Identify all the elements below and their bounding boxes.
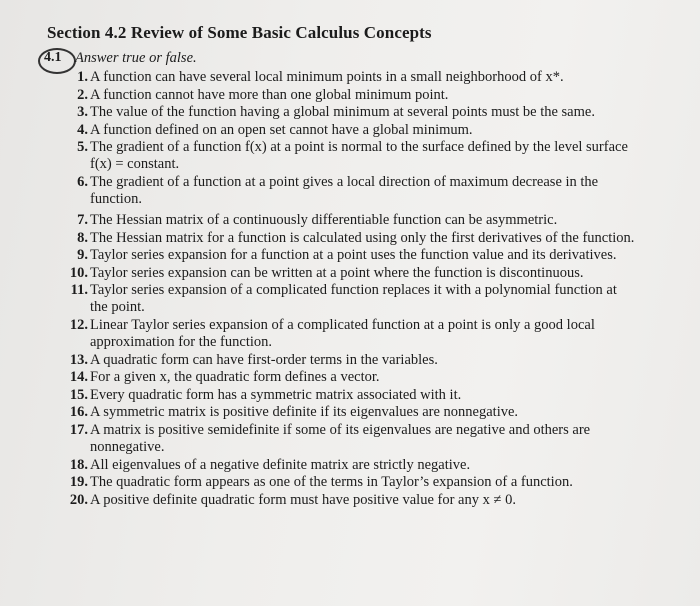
question-item (0, 352, 700, 369)
question-number: 13. (69, 351, 88, 368)
question-text: Linear Taylor series expansion of a complicated function at a point is only a good local approximation for the function. (90, 316, 595, 350)
question-text: A function can have several local minimum points in a small neighborhood of x*. (90, 69, 564, 85)
question-number: 10. (69, 264, 88, 281)
question-number: 8. (77, 229, 88, 246)
question-text: A quadratic form can have first-order terms in the variables. (90, 351, 438, 368)
question-number: 16. (69, 404, 88, 421)
question-item (0, 369, 700, 386)
question-item (0, 139, 700, 173)
question-item (0, 404, 700, 421)
question-text: The quadratic form appears as one of the terms in Taylor’s expansion of a function. (90, 474, 573, 491)
question-number: 11. (70, 282, 88, 299)
question-text: The gradient of a function f(x) at a point is normal to the surface defined by the level surface f(x) = constant. (90, 139, 628, 173)
question-text: The value of the function having a global minimum at several points must be the same. (90, 104, 595, 121)
question-number: 9. (77, 247, 88, 264)
question-text: The Hessian matrix of a continuously differentiable function can be asymmetric. (90, 211, 558, 228)
question-item (0, 87, 700, 104)
question-text: Taylor series expansion can be written at a point where the function is discontinuous. (90, 264, 584, 281)
question-item (0, 174, 700, 208)
section-title: Section 4.2 Review of Some Basic Calculus Concepts (47, 23, 432, 42)
question-text: All eigenvalues of a negative definite matrix are strictly negative. (90, 456, 471, 473)
question-text: A matrix is positive semidefinite if some of its eigenvalues are negative and others are nonnegative. (90, 421, 591, 455)
question-item (0, 122, 700, 139)
question-text: Taylor series expansion of a complicated function replaces it with a polynomial function at the point. (90, 282, 617, 316)
question-item (0, 282, 700, 316)
question-item (0, 422, 700, 456)
question-text: Every quadratic form has a symmetric matrix associated with it. (90, 386, 462, 403)
question-text: A positive definite quadratic form must have positive value for any x ≠ 0. (90, 491, 516, 508)
question-text: A symmetric matrix is positive definite if its eigenvalues are nonnegative. (90, 404, 519, 421)
question-item (0, 230, 700, 247)
question-number: 17. (69, 421, 88, 438)
question-item (0, 104, 700, 121)
question-text: The Hessian matrix for a function is calculated using only the first derivatives of the function. (90, 229, 635, 246)
question-item (0, 474, 700, 491)
question-item (0, 212, 700, 229)
question-number: 2. (77, 86, 88, 103)
question-text: For a given x, the quadratic form defines a vector. (90, 369, 380, 386)
question-item (0, 69, 700, 86)
question-number: 3. (77, 104, 88, 121)
question-text: Taylor series expansion for a function at a point uses the function value and its derivatives. (90, 247, 617, 264)
question-number: 15. (69, 386, 88, 403)
exercise-instruction: Answer true or false. (75, 50, 197, 66)
question-number: 12. (69, 316, 88, 333)
question-number: 5. (77, 139, 88, 156)
question-list (0, 69, 700, 509)
question-text: The gradient of a function at a point gives a local direction of maximum decrease in the function. (90, 173, 599, 207)
exercise-number: 4.1 (44, 50, 62, 65)
question-number: 18. (69, 456, 88, 473)
question-number: 4. (77, 121, 88, 138)
question-number: 7. (77, 211, 88, 228)
question-number: 14. (69, 369, 88, 386)
question-item (0, 492, 700, 509)
question-number: 19. (69, 474, 88, 491)
question-number: 1. (77, 69, 88, 85)
question-number: 20. (69, 491, 88, 508)
question-item (0, 387, 700, 404)
question-text: A function cannot have more than one global minimum point. (90, 86, 449, 103)
question-number: 6. (77, 173, 88, 190)
question-item (0, 265, 700, 282)
question-item (0, 457, 700, 474)
question-item (0, 317, 700, 351)
question-item (0, 247, 700, 264)
question-text: A function defined on an open set cannot have a global minimum. (90, 121, 473, 138)
